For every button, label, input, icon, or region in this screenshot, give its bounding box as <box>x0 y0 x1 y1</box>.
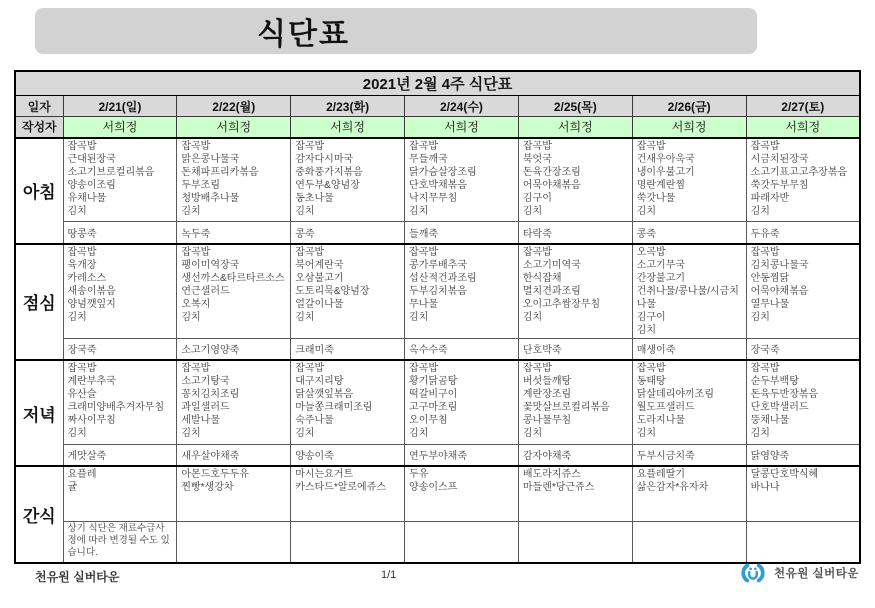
menu-item: 뚱채나물 <box>750 415 790 426</box>
menu-item: 찐빵*생강차 <box>181 482 234 493</box>
menu-item: 달콩단호박식혜 <box>750 469 819 480</box>
menu-item: 귤 <box>67 482 78 493</box>
menu-item: 잡곡밥 <box>409 246 439 258</box>
menu-item: 유산슬 <box>67 389 97 400</box>
menu-item: 북어계란국 <box>295 259 344 271</box>
menu-item: 김치 <box>636 205 657 217</box>
menu-item: 도라지나물 <box>636 415 686 426</box>
menu-cell <box>518 138 632 222</box>
empty-cell <box>632 521 746 563</box>
menu-item: 잡곡밥 <box>295 363 325 374</box>
porridge-row <box>15 222 860 244</box>
menu-item: 섭산적건과조림 <box>409 272 477 284</box>
porridge-cell: 감자야채죽 <box>518 444 632 466</box>
menu-item: 김치 <box>67 311 87 323</box>
menu-item: 건새우아욱국 <box>636 153 695 165</box>
porridge-cell: 옥수수죽 <box>405 338 519 360</box>
menu-item: 어묵야채볶음 <box>750 285 809 297</box>
menu-item: 쑥갓두부무침 <box>750 179 809 191</box>
porridge-cell: 양송이죽 <box>291 444 405 466</box>
meal-plan-table <box>14 70 861 564</box>
menu-item: 안동찜닭 <box>750 272 790 284</box>
empty-cell <box>518 521 632 563</box>
footer-org-name: 천유원 실버타운 <box>35 570 120 584</box>
menu-item: 김치 <box>295 205 315 217</box>
menu-item: 두부조림 <box>181 179 220 191</box>
menu-cell <box>63 360 177 444</box>
empty-cell <box>291 521 405 563</box>
menu-cell <box>291 138 405 222</box>
menu-cell <box>405 138 519 222</box>
menu-item: 마시는요거트 <box>295 469 354 480</box>
menu-item: 두유 <box>409 469 429 480</box>
menu-item: 세발나물 <box>181 415 220 426</box>
menu-item: 잡곡밥 <box>636 363 666 374</box>
menu-item: 어묵야채볶음 <box>522 179 581 191</box>
menu-cell <box>177 138 291 222</box>
author-row-label: 작성자 <box>15 117 63 138</box>
menu-item: 잡곡밥 <box>409 363 439 374</box>
menu-cell <box>518 360 632 444</box>
menu-item: 근대된장국 <box>67 153 116 165</box>
menu-item: 팽이미역장국 <box>181 259 240 271</box>
menu-item: 김치 <box>67 205 87 217</box>
menu-item: 돈육간장조림 <box>522 166 581 178</box>
menu-item: 무나물 <box>409 298 439 310</box>
menu-cell <box>405 466 519 521</box>
menu-item: 오곡밥 <box>636 246 666 258</box>
porridge-row <box>15 338 860 360</box>
menu-item: 버섯들깨탕 <box>522 376 572 387</box>
menu-item: 김치 <box>750 428 770 439</box>
menu-cell <box>177 244 291 339</box>
menu-item: 소고기탕국 <box>181 376 230 387</box>
menu-cell <box>746 466 860 521</box>
porridge-cell: 콩죽 <box>632 222 746 244</box>
menu-item: 삶은감자*유자차 <box>636 482 709 493</box>
menu-item: 대구지리탕 <box>295 376 344 387</box>
porridge-cell: 소고기영양죽 <box>177 338 291 360</box>
menu-item: 황기닭곰탕 <box>409 376 458 387</box>
menu-cell <box>291 466 405 521</box>
menu-item: 북엇국 <box>522 153 552 165</box>
porridge-cell: 게맛살죽 <box>63 444 177 466</box>
menu-cell <box>177 466 291 521</box>
menu-item: 꽁치김치조림 <box>181 389 240 400</box>
menu-item: 배도라지쥬스 <box>522 469 581 480</box>
menu-item: 크래미양배추겨자무침 <box>67 402 165 413</box>
meal-menu-row <box>15 466 860 521</box>
menu-item: 잡곡밥 <box>750 363 780 374</box>
menu-item: 오이고추쌈장무침 <box>522 298 601 310</box>
meal-menu-row <box>15 360 860 444</box>
menu-item: 연두부&양념장 <box>295 179 360 191</box>
menu-item: 육개장 <box>67 259 97 271</box>
menu-item: 소고기미역국 <box>522 259 581 271</box>
menu-item: 계란장조림 <box>522 389 572 400</box>
menu-note: 상기 식단은 재료수급사정에 따라 변경될 수도 있습니다. <box>63 521 177 563</box>
menu-item: 숙주나물 <box>295 415 334 426</box>
meal-menu-row <box>15 138 860 222</box>
menu-item: 잡곡밥 <box>750 246 780 258</box>
menu-item: 콩나물무침 <box>522 415 572 426</box>
menu-item: 잡곡밥 <box>636 140 666 152</box>
meal-label: 점심 <box>15 244 63 361</box>
menu-cell <box>518 466 632 521</box>
menu-cell <box>63 466 177 521</box>
menu-item: 맑은콩나물국 <box>181 153 240 165</box>
menu-item: 잡곡밥 <box>522 363 552 374</box>
menu-item: 닭가슴살장조림 <box>409 166 477 178</box>
author-cell: 서희정 <box>177 117 291 138</box>
menu-item: 유채나물 <box>67 192 107 204</box>
menu-item: 카레소스 <box>67 272 107 284</box>
menu-item: 단호박채볶음 <box>409 179 467 191</box>
menu-item: 김치 <box>295 311 315 323</box>
menu-item: 김치 <box>636 428 657 439</box>
menu-cell <box>632 138 746 222</box>
menu-item: 건취나물/콩나물/시금치나물 <box>636 285 739 310</box>
menu-item: 무들깨국 <box>409 153 448 165</box>
footer-page-number: 1/1 <box>381 569 397 581</box>
page-title-banner <box>35 8 757 54</box>
menu-item: 김치 <box>409 205 429 217</box>
date-cell: 2/26(금) <box>632 96 746 117</box>
menu-cell <box>291 244 405 339</box>
porridge-cell: 크래미죽 <box>291 338 405 360</box>
menu-item: 계란부추국 <box>67 376 116 387</box>
date-row-label: 일자 <box>15 96 63 117</box>
porridge-cell: 녹두죽 <box>177 222 291 244</box>
menu-item: 김치 <box>409 428 429 439</box>
menu-item: 소고기무국 <box>636 259 686 271</box>
menu-item: 월도프샐러드 <box>636 402 695 413</box>
menu-item: 오이무침 <box>409 415 448 426</box>
menu-item: 김치 <box>522 428 543 439</box>
menu-item: 낙지무무침 <box>409 192 458 204</box>
porridge-cell: 콩죽 <box>291 222 405 244</box>
menu-cell <box>746 360 860 444</box>
menu-item: 중화풍가지볶음 <box>295 166 363 178</box>
menu-cell <box>632 360 746 444</box>
footer-logo-text: 천유원 실버타운 <box>774 568 859 580</box>
empty-cell <box>746 521 860 563</box>
menu-item: 동태탕 <box>636 376 666 387</box>
menu-item: 돈육두반장볶음 <box>750 389 819 400</box>
menu-item: 과일샐러드 <box>181 402 230 413</box>
menu-item: 냉이우불고기 <box>636 166 695 178</box>
author-cell: 서희정 <box>405 117 519 138</box>
menu-item: 잡곡밥 <box>67 140 97 152</box>
menu-cell <box>291 360 405 444</box>
menu-item: 열무나물 <box>750 298 790 310</box>
menu-item: 김치 <box>181 205 201 217</box>
author-cell: 서희정 <box>632 117 746 138</box>
menu-cell <box>63 244 177 339</box>
menu-item: 멸치견과조림 <box>522 285 581 297</box>
porridge-cell: 매생이죽 <box>632 338 746 360</box>
porridge-cell: 땅콩죽 <box>63 222 177 244</box>
menu-item: 간장불고기 <box>636 272 686 284</box>
menu-item: 요플레 <box>67 469 97 480</box>
menu-item: 닭살깻잎볶음 <box>295 389 354 400</box>
menu-item: 아몬드호두두유 <box>181 469 249 480</box>
menu-item: 잡곡밥 <box>67 363 97 374</box>
menu-cell <box>632 244 746 339</box>
menu-cell <box>405 244 519 339</box>
menu-item: 잡곡밥 <box>295 140 325 152</box>
porridge-cell: 단호박죽 <box>518 338 632 360</box>
org-logo-icon <box>737 562 769 584</box>
menu-cell <box>177 360 291 444</box>
menu-item: 김치 <box>522 311 543 323</box>
menu-item: 김구이 <box>522 192 552 204</box>
porridge-cell: 두유죽 <box>746 222 860 244</box>
menu-item: 고구마조림 <box>409 402 458 413</box>
date-cell: 2/27(토) <box>746 96 860 117</box>
porridge-cell: 장국죽 <box>63 338 177 360</box>
author-cell: 서희정 <box>63 117 177 138</box>
menu-item: 동초나물 <box>295 192 334 204</box>
note-row <box>15 521 860 563</box>
menu-item: 마늘쫑크래미조림 <box>295 402 373 413</box>
menu-item: 쑥갓나물 <box>636 192 676 204</box>
menu-item: 김치 <box>750 311 770 323</box>
menu-item: 카스타드*알로에쥬스 <box>295 482 387 493</box>
menu-item: 잡곡밥 <box>181 363 211 374</box>
menu-item: 양념깻잎지 <box>67 298 116 310</box>
menu-item: 도토리묵&양념장 <box>295 285 370 297</box>
menu-item: 소고기브로컬리볶음 <box>67 166 155 178</box>
table-title: 2021년 2월 4주 식단표 <box>15 71 860 96</box>
menu-item: 단호박샐러드 <box>750 402 809 413</box>
menu-item: 오복지 <box>181 298 211 310</box>
menu-item: 잡곡밥 <box>522 246 552 258</box>
empty-cell <box>177 521 291 563</box>
porridge-cell: 새우살야채죽 <box>177 444 291 466</box>
empty-cell <box>405 521 519 563</box>
menu-item: 청방배추나물 <box>181 192 240 204</box>
date-cell: 2/24(수) <box>405 96 519 117</box>
menu-item: 요플레딸기 <box>636 469 686 480</box>
menu-item: 양송이스프 <box>409 482 458 493</box>
menu-item: 김치콩나물국 <box>750 259 809 271</box>
menu-item: 잡곡밥 <box>522 140 552 152</box>
author-cell: 서희정 <box>291 117 405 138</box>
menu-cell <box>63 138 177 222</box>
menu-item: 오삼불고기 <box>295 272 344 284</box>
menu-item: 연근샐러드 <box>181 285 230 297</box>
table-title-row <box>15 71 860 96</box>
menu-item: 생선까스&타르타르소스 <box>181 272 285 284</box>
menu-item: 꽃맛살브로컬리볶음 <box>522 402 610 413</box>
menu-item: 시금치된장국 <box>750 153 809 165</box>
date-cell: 2/23(화) <box>291 96 405 117</box>
menu-item: 김치 <box>409 311 429 323</box>
porridge-cell: 타락죽 <box>518 222 632 244</box>
porridge-cell: 연두부야채죽 <box>405 444 519 466</box>
menu-item: 순두부백탕 <box>750 376 799 387</box>
menu-item: 김치 <box>181 428 201 439</box>
menu-item: 콩가루배추국 <box>409 259 467 271</box>
menu-item: 짜사이무침 <box>67 415 116 426</box>
meal-label: 저녁 <box>15 360 63 466</box>
menu-item: 떡갈비구이 <box>409 389 458 400</box>
porridge-cell: 장국죽 <box>746 338 860 360</box>
menu-item: 양송이조림 <box>67 179 116 191</box>
menu-cell <box>632 466 746 521</box>
menu-cell <box>405 360 519 444</box>
porridge-cell: 닭영양죽 <box>746 444 860 466</box>
menu-item: 김치 <box>522 205 543 217</box>
menu-item: 김구이 <box>636 311 666 323</box>
menu-item: 잡곡밥 <box>750 140 780 152</box>
dates-row <box>15 96 860 117</box>
date-cell: 2/21(일) <box>63 96 177 117</box>
menu-item: 김치 <box>295 428 315 439</box>
menu-item: 감자다시마국 <box>295 153 354 165</box>
author-cell: 서희정 <box>746 117 860 138</box>
porridge-cell: 두부시금치죽 <box>632 444 746 466</box>
menu-item: 김치 <box>750 205 770 217</box>
author-cell: 서희정 <box>518 117 632 138</box>
menu-item: 소고기표고고추장볶음 <box>750 166 848 178</box>
menu-cell <box>746 244 860 339</box>
menu-item: 김치 <box>636 324 657 336</box>
menu-item: 두부김치볶음 <box>409 285 467 297</box>
meal-label: 아침 <box>15 138 63 244</box>
menu-item: 명란계란찜 <box>636 179 686 191</box>
menu-item: 얼갈이나물 <box>295 298 344 310</box>
meal-menu-row <box>15 244 860 339</box>
menu-item: 잡곡밥 <box>409 140 439 152</box>
porridge-cell: 들깨죽 <box>405 222 519 244</box>
menu-item: 잡곡밥 <box>295 246 325 258</box>
menu-item: 김치 <box>67 428 87 439</box>
menu-item: 한식잡채 <box>522 272 562 284</box>
meal-label: 간식 <box>15 466 63 563</box>
menu-item: 잡곡밥 <box>67 246 97 258</box>
menu-item: 잡곡밥 <box>181 246 211 258</box>
menu-item: 새송이볶음 <box>67 285 116 297</box>
menu-item: 닭살데리야끼조림 <box>636 389 714 400</box>
menu-item: 잡곡밥 <box>181 140 211 152</box>
menu-item: 마들렌*당근쥬스 <box>522 482 595 493</box>
footer-logo <box>737 562 859 584</box>
date-cell: 2/25(목) <box>518 96 632 117</box>
date-cell: 2/22(월) <box>177 96 291 117</box>
menu-item: 바나나 <box>750 482 780 493</box>
authors-row <box>15 117 860 138</box>
page-title: 식단표 <box>257 18 350 51</box>
menu-cell <box>746 138 860 222</box>
menu-item: 파래자반 <box>750 192 790 204</box>
menu-item: 김치 <box>181 311 201 323</box>
menu-cell <box>518 244 632 339</box>
porridge-row <box>15 444 860 466</box>
menu-item: 돈채파프리카볶음 <box>181 166 259 178</box>
